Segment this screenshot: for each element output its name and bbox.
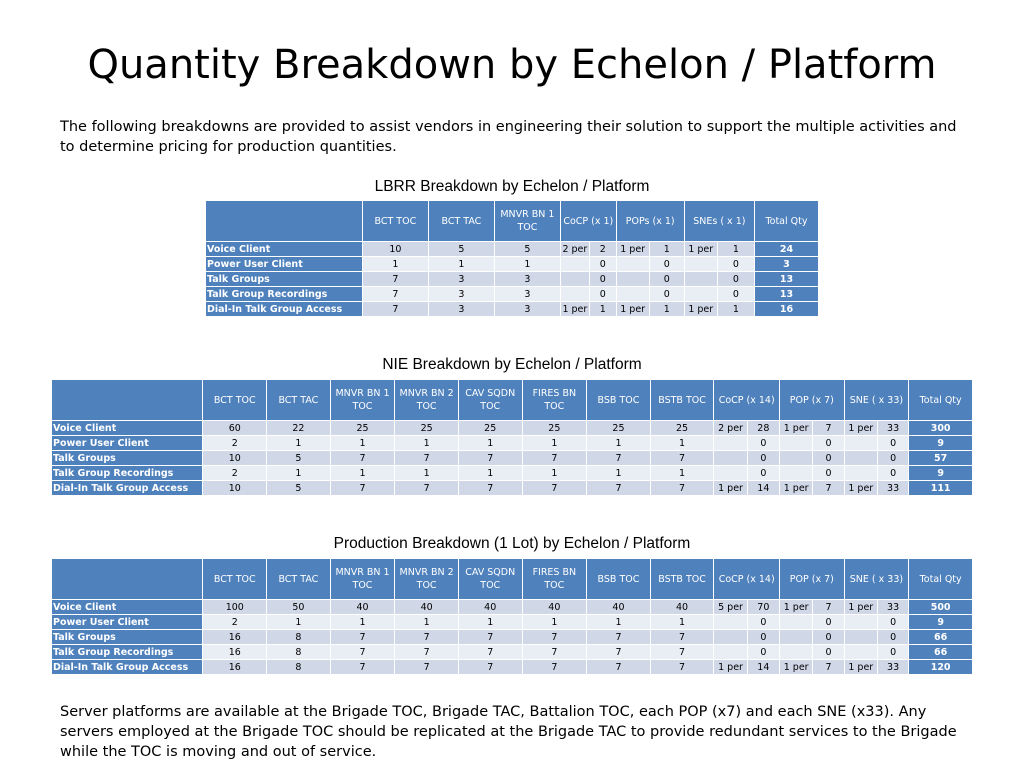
header-cell: MNVR BN 2 TOC <box>395 559 459 600</box>
table-cell: 1 <box>587 615 651 630</box>
header-cell: BSTB TOC <box>650 380 714 421</box>
table-cell: 7 <box>395 645 459 660</box>
table-cell: 5 <box>267 481 331 496</box>
table-cell: 7 <box>458 481 522 496</box>
table-row <box>52 630 973 645</box>
table-cell: 0 <box>589 257 616 272</box>
table-cell: 60 <box>203 421 267 436</box>
table-cell: 1 <box>522 466 587 481</box>
table-cell: 70 <box>747 600 779 615</box>
total-cell: 300 <box>909 421 973 436</box>
table-cell <box>844 630 877 645</box>
table-cell: 1 <box>267 436 331 451</box>
table-cell: 33 <box>877 481 908 496</box>
row-label: Voice Client <box>206 242 363 257</box>
table-cell: 0 <box>589 287 616 302</box>
table-cell: 1 <box>428 257 494 272</box>
table-cell: 7 <box>522 451 587 466</box>
table-cell: 0 <box>877 645 908 660</box>
table-cell: 5 per <box>714 600 747 615</box>
table-cell: 1 per <box>780 421 813 436</box>
header-cell: BCT TOC <box>203 380 267 421</box>
table-cell: 7 <box>458 630 522 645</box>
table-cell: 1 <box>395 436 459 451</box>
table-cell <box>780 630 813 645</box>
table-cell: 0 <box>877 466 908 481</box>
row-label: Voice Client <box>52 600 203 615</box>
table-cell: 1 per <box>616 302 649 317</box>
table-row <box>52 421 973 436</box>
total-cell: 16 <box>754 302 818 317</box>
table-cell: 0 <box>649 272 684 287</box>
header-cell: FIRES BN TOC <box>522 559 587 600</box>
production-caption: Production Breakdown (1 Lot) by Echelon / Platform <box>333 535 691 552</box>
total-cell: 9 <box>909 466 973 481</box>
row-label: Talk Groups <box>206 272 363 287</box>
table-cell <box>560 257 589 272</box>
table-cell: 7 <box>587 481 651 496</box>
table-cell: 1 <box>649 242 684 257</box>
table-cell: 100 <box>203 600 267 615</box>
total-cell: 24 <box>754 242 818 257</box>
header-cell: BCT TOC <box>362 201 428 242</box>
table-cell <box>714 436 747 451</box>
row-label: Voice Client <box>52 421 203 436</box>
table-cell: 1 <box>717 302 754 317</box>
table-row <box>206 242 819 257</box>
table-cell: 3 <box>494 272 560 287</box>
table-cell: 1 <box>522 436 587 451</box>
table-cell: 7 <box>813 481 844 496</box>
header-corner <box>52 559 203 600</box>
header-cell: POP (x 7) <box>780 380 845 421</box>
table-cell: 7 <box>587 630 651 645</box>
header-cell: CoCP (x 14) <box>714 559 780 600</box>
table-row <box>52 466 973 481</box>
header-cell: CAV SQDN TOC <box>458 380 522 421</box>
header-cell: Total Qty <box>909 559 973 600</box>
table-cell: 3 <box>428 272 494 287</box>
table-cell <box>714 466 747 481</box>
table-row <box>52 645 973 660</box>
table-cell: 5 <box>494 242 560 257</box>
table-cell <box>714 645 747 660</box>
table-cell: 1 per <box>780 660 813 675</box>
table-cell: 7 <box>813 421 844 436</box>
table-cell: 0 <box>747 436 779 451</box>
table-row <box>206 287 819 302</box>
table-cell: 7 <box>330 630 395 645</box>
table-cell: 10 <box>362 242 428 257</box>
table-cell <box>780 451 813 466</box>
table-cell: 7 <box>650 481 714 496</box>
table-cell: 7 <box>813 660 844 675</box>
table-cell: 7 <box>522 630 587 645</box>
table-cell <box>560 287 589 302</box>
table-row <box>52 481 973 496</box>
table-cell: 3 <box>494 287 560 302</box>
header-cell: Total Qty <box>909 380 973 421</box>
table-cell: 1 <box>267 615 331 630</box>
table-cell: 40 <box>330 600 395 615</box>
production-breakdown-table <box>51 558 973 675</box>
table-cell: 7 <box>587 660 651 675</box>
table-cell: 1 <box>650 466 714 481</box>
table-row <box>206 272 819 287</box>
table-cell: 1 per <box>844 481 877 496</box>
row-label: Power User Client <box>52 615 203 630</box>
header-cell: MNVR BN 1 TOC <box>494 201 560 242</box>
table-cell: 7 <box>587 451 651 466</box>
table-cell <box>844 451 877 466</box>
intro-paragraph: The following breakdowns are provided to assist vendors in engineering their solution to support the multiple activities and to determine pricing for production quantities. <box>60 119 957 155</box>
table-cell: 1 <box>589 302 616 317</box>
table-cell: 7 <box>587 645 651 660</box>
header-cell: CAV SQDN TOC <box>458 559 522 600</box>
header-cell: CoCP (x 1) <box>560 201 616 242</box>
table-cell <box>780 645 813 660</box>
row-label: Dial-In Talk Group Access <box>206 302 363 317</box>
table-cell: 0 <box>747 645 779 660</box>
table-cell: 7 <box>395 451 459 466</box>
header-cell: BSB TOC <box>587 559 651 600</box>
table-cell: 7 <box>458 660 522 675</box>
row-label: Talk Group Recordings <box>52 645 203 660</box>
table-cell: 0 <box>747 615 779 630</box>
table-cell: 1 <box>330 466 395 481</box>
table-cell <box>560 272 589 287</box>
table-cell: 7 <box>522 481 587 496</box>
table-cell: 1 per <box>616 242 649 257</box>
table-cell: 3 <box>494 302 560 317</box>
table-cell: 1 per <box>684 302 717 317</box>
table-cell: 0 <box>717 272 754 287</box>
table-cell: 7 <box>330 645 395 660</box>
table-cell: 1 <box>395 615 459 630</box>
table-cell: 0 <box>813 436 844 451</box>
header-cell: BCT TAC <box>267 559 331 600</box>
header-cell: SNE ( x 33) <box>844 380 909 421</box>
table-cell: 25 <box>395 421 459 436</box>
table-cell: 2 <box>203 436 267 451</box>
table-cell: 7 <box>522 645 587 660</box>
table-cell: 7 <box>330 451 395 466</box>
table-cell: 1 per <box>844 600 877 615</box>
table-header-row <box>52 380 973 421</box>
table-cell: 28 <box>747 421 779 436</box>
table-cell: 1 <box>587 436 651 451</box>
table-cell: 2 <box>589 242 616 257</box>
table-cell: 1 <box>458 436 522 451</box>
table-cell: 22 <box>267 421 331 436</box>
table-cell: 1 <box>522 615 587 630</box>
header-cell: MNVR BN 1 TOC <box>330 380 395 421</box>
table-cell: 7 <box>395 630 459 645</box>
table-cell: 2 <box>203 615 267 630</box>
table-cell <box>616 257 649 272</box>
table-cell: 1 <box>458 466 522 481</box>
nie-breakdown-table <box>51 379 973 496</box>
table-cell: 1 <box>362 257 428 272</box>
table-header-row <box>52 559 973 600</box>
table-cell: 1 <box>650 615 714 630</box>
table-cell: 14 <box>747 660 779 675</box>
table-cell: 1 <box>717 242 754 257</box>
table-cell: 0 <box>877 630 908 645</box>
table-cell: 0 <box>649 287 684 302</box>
header-cell: BSTB TOC <box>650 559 714 600</box>
table-cell: 16 <box>203 630 267 645</box>
table-cell: 40 <box>522 600 587 615</box>
header-cell: BCT TAC <box>428 201 494 242</box>
table-cell <box>844 645 877 660</box>
table-cell: 7 <box>650 660 714 675</box>
table-row <box>52 451 973 466</box>
header-cell: SNEs ( x 1) <box>684 201 754 242</box>
table-cell: 8 <box>267 645 331 660</box>
table-row <box>52 600 973 615</box>
total-cell: 57 <box>909 451 973 466</box>
header-cell: Total Qty <box>754 201 818 242</box>
table-cell: 5 <box>428 242 494 257</box>
table-cell: 1 <box>494 257 560 272</box>
table-cell: 1 <box>267 466 331 481</box>
table-cell: 1 <box>650 436 714 451</box>
table-cell: 0 <box>747 630 779 645</box>
table-cell: 0 <box>747 451 779 466</box>
table-cell: 7 <box>813 600 844 615</box>
row-label: Talk Group Recordings <box>52 466 203 481</box>
total-cell: 66 <box>909 630 973 645</box>
table-cell: 0 <box>813 466 844 481</box>
page-title: Quantity Breakdown by Echelon / Platform <box>87 42 937 88</box>
table-cell: 7 <box>650 451 714 466</box>
table-cell: 7 <box>650 630 714 645</box>
table-cell: 7 <box>330 660 395 675</box>
table-cell: 40 <box>650 600 714 615</box>
table-cell: 14 <box>747 481 779 496</box>
lbrr-breakdown-table <box>205 200 819 317</box>
table-cell <box>780 466 813 481</box>
table-cell: 1 per <box>844 660 877 675</box>
table-cell <box>844 615 877 630</box>
table-row <box>206 257 819 272</box>
table-cell: 1 per <box>684 242 717 257</box>
table-cell: 16 <box>203 660 267 675</box>
table-cell: 3 <box>428 302 494 317</box>
table-cell: 3 <box>428 287 494 302</box>
table-cell: 25 <box>330 421 395 436</box>
table-cell: 1 per <box>714 481 747 496</box>
table-cell: 25 <box>587 421 651 436</box>
table-cell <box>684 272 717 287</box>
table-cell <box>616 272 649 287</box>
table-cell <box>684 257 717 272</box>
table-cell: 1 per <box>844 421 877 436</box>
table-cell: 1 <box>587 466 651 481</box>
total-cell: 13 <box>754 287 818 302</box>
header-cell: SNE ( x 33) <box>844 559 909 600</box>
table-cell: 7 <box>395 481 459 496</box>
table-cell: 0 <box>877 436 908 451</box>
table-cell: 0 <box>717 257 754 272</box>
header-cell: POPs (x 1) <box>616 201 684 242</box>
header-cell: MNVR BN 2 TOC <box>395 380 459 421</box>
table-row <box>52 436 973 451</box>
table-cell: 0 <box>813 645 844 660</box>
row-label: Talk Group Recordings <box>206 287 363 302</box>
table-cell: 0 <box>813 451 844 466</box>
table-cell <box>780 436 813 451</box>
table-cell: 7 <box>522 660 587 675</box>
table-cell: 0 <box>877 451 908 466</box>
table-row <box>52 615 973 630</box>
table-cell: 0 <box>877 615 908 630</box>
table-cell: 40 <box>587 600 651 615</box>
table-cell: 1 <box>458 615 522 630</box>
table-cell: 10 <box>203 451 267 466</box>
table-cell: 7 <box>458 451 522 466</box>
table-header-row <box>206 201 819 242</box>
table-cell: 0 <box>717 287 754 302</box>
table-cell <box>844 436 877 451</box>
table-cell: 7 <box>362 272 428 287</box>
table-cell <box>684 287 717 302</box>
footer-paragraph: Server platforms are available at the Brigade TOC, Brigade TAC, Battalion TOC, each POP (x7) and each SNE (x33). Any servers employed at the Brigade TOC should be replicated at the Brigade TAC to provide redundant services to the Brigade while the TOC is moving and out of service. <box>60 704 957 760</box>
table-cell: 2 <box>203 466 267 481</box>
table-cell: 25 <box>458 421 522 436</box>
table-cell: 8 <box>267 660 331 675</box>
table-cell: 7 <box>362 287 428 302</box>
table-cell: 1 <box>330 615 395 630</box>
header-cell: BSB TOC <box>587 380 651 421</box>
table-cell <box>780 615 813 630</box>
table-cell: 10 <box>203 481 267 496</box>
table-cell: 1 per <box>780 481 813 496</box>
nie-caption: NIE Breakdown by Echelon / Platform <box>382 356 642 373</box>
row-label: Talk Groups <box>52 451 203 466</box>
table-cell: 7 <box>330 481 395 496</box>
header-cell: FIRES BN TOC <box>522 380 587 421</box>
table-cell <box>714 615 747 630</box>
total-cell: 120 <box>909 660 973 675</box>
table-cell: 1 per <box>714 660 747 675</box>
total-cell: 111 <box>909 481 973 496</box>
table-cell <box>714 451 747 466</box>
header-cell: CoCP (x 14) <box>714 380 780 421</box>
header-cell: POP (x 7) <box>780 559 845 600</box>
total-cell: 66 <box>909 645 973 660</box>
table-cell: 1 <box>330 436 395 451</box>
row-label: Dial-In Talk Group Access <box>52 481 203 496</box>
header-corner <box>206 201 363 242</box>
table-cell: 5 <box>267 451 331 466</box>
table-row <box>206 302 819 317</box>
table-cell: 33 <box>877 660 908 675</box>
header-cell: BCT TAC <box>267 380 331 421</box>
total-cell: 500 <box>909 600 973 615</box>
table-cell: 2 per <box>560 242 589 257</box>
total-cell: 13 <box>754 272 818 287</box>
table-cell <box>616 287 649 302</box>
header-cell: MNVR BN 1 TOC <box>330 559 395 600</box>
table-cell: 0 <box>813 630 844 645</box>
table-cell: 1 <box>395 466 459 481</box>
table-cell: 25 <box>522 421 587 436</box>
total-cell: 3 <box>754 257 818 272</box>
table-cell: 1 <box>649 302 684 317</box>
row-label: Power User Client <box>206 257 363 272</box>
table-cell: 16 <box>203 645 267 660</box>
table-cell: 0 <box>649 257 684 272</box>
row-label: Power User Client <box>52 436 203 451</box>
table-cell: 0 <box>813 615 844 630</box>
header-cell: BCT TOC <box>203 559 267 600</box>
table-cell: 1 per <box>560 302 589 317</box>
lbrr-caption: LBRR Breakdown by Echelon / Platform <box>374 178 650 195</box>
total-cell: 9 <box>909 436 973 451</box>
total-cell: 9 <box>909 615 973 630</box>
table-cell: 1 per <box>780 600 813 615</box>
table-cell: 0 <box>589 272 616 287</box>
table-cell: 0 <box>747 466 779 481</box>
header-corner <box>52 380 203 421</box>
table-cell: 7 <box>458 645 522 660</box>
table-cell: 8 <box>267 630 331 645</box>
row-label: Talk Groups <box>52 630 203 645</box>
table-cell: 40 <box>395 600 459 615</box>
table-cell: 7 <box>362 302 428 317</box>
row-label: Dial-In Talk Group Access <box>52 660 203 675</box>
table-cell <box>714 630 747 645</box>
table-cell: 33 <box>877 421 908 436</box>
table-cell: 7 <box>395 660 459 675</box>
table-cell: 40 <box>458 600 522 615</box>
table-cell: 25 <box>650 421 714 436</box>
table-cell: 7 <box>650 645 714 660</box>
table-cell: 33 <box>877 600 908 615</box>
table-cell: 2 per <box>714 421 747 436</box>
table-cell: 50 <box>267 600 331 615</box>
table-cell <box>844 466 877 481</box>
table-row <box>52 660 973 675</box>
